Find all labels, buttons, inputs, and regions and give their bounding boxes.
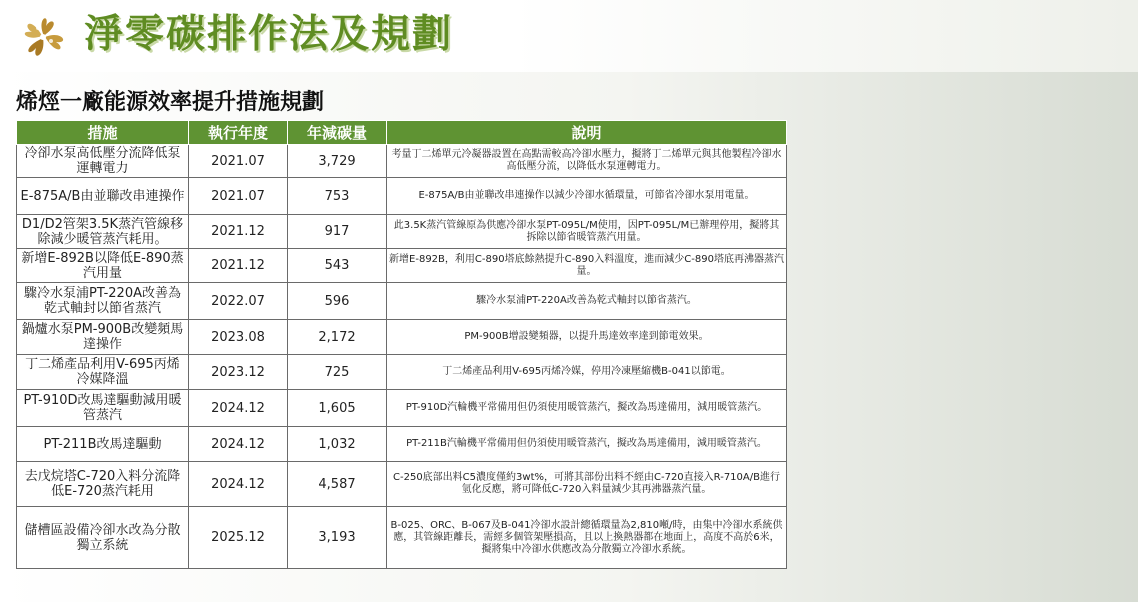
year-cell: 2022.07: [189, 283, 288, 320]
measure-cell: 驟冷水泵浦PT-220A改善為乾式軸封以節省蒸汽: [17, 283, 189, 320]
header-year: 執行年度: [189, 121, 288, 145]
reduction-cell: 3,729: [288, 145, 387, 178]
measure-cell: E-875A/B由並聯改串連操作: [17, 178, 189, 215]
header-reduction: 年減碳量: [288, 121, 387, 145]
description-cell: 新增E-892B，利用C-890塔底餘熱提升C-890入料溫度，進而減少C-890塔底再沸器蒸汽量。: [387, 249, 787, 283]
reduction-cell: 753: [288, 178, 387, 215]
year-cell: 2024.12: [189, 427, 288, 462]
description-cell: PM-900B增設變頻器，以提升馬達效率達到節電效果。: [387, 320, 787, 355]
year-cell: 2021.12: [189, 249, 288, 283]
table-row: [17, 507, 787, 569]
table-row: [17, 427, 787, 462]
header-measure: 措施: [17, 121, 189, 145]
year-cell: 2021.12: [189, 215, 288, 249]
year-cell: 2025.12: [189, 507, 288, 569]
description-cell: C-250底部出料C5濃度僅約3wt%，可將其部份出料不經由C-720直接入R-710A/B進行氫化反應，將可降低C-720入料量減少其再沸器蒸汽量。: [387, 462, 787, 507]
year-cell: 2023.08: [189, 320, 288, 355]
description-cell: 丁二烯產品利用V-695丙烯冷媒，停用冷凍壓縮機B-041以節電。: [387, 355, 787, 390]
table-row: [17, 462, 787, 507]
measure-cell: 新增E-892B以降低E-890蒸汽用量: [17, 249, 189, 283]
year-cell: 2023.12: [189, 355, 288, 390]
description-cell: PT-910D汽輪機平常備用但仍須使用暖管蒸汽，擬改為馬達備用，減用暖管蒸汽。: [387, 390, 787, 427]
measure-cell: PT-211B改馬達驅動: [17, 427, 189, 462]
reduction-cell: 4,587: [288, 462, 387, 507]
reduction-cell: 3,193: [288, 507, 387, 569]
measure-cell: 儲槽區設備冷卻水改為分散獨立系統: [17, 507, 189, 569]
reduction-cell: 1,032: [288, 427, 387, 462]
description-cell: 驟冷水泵浦PT-220A改善為乾式軸封以節省蒸汽。: [387, 283, 787, 320]
table-row: [17, 178, 787, 215]
measure-cell: 丁二烯產品利用V-695丙烯冷媒降溫: [17, 355, 189, 390]
energy-measures-table: [16, 120, 787, 569]
description-cell: 考量丁二烯單元冷凝器設置在高點需較高冷卻水壓力，擬將丁二烯單元與其他製程冷卻水高低壓分流，以降低水泵運轉電力。: [387, 145, 787, 178]
table-row: [17, 249, 787, 283]
section-subtitle: 烯烴一廠能源效率提升措施規劃: [16, 90, 325, 115]
description-cell: E-875A/B由並聯改串連操作以減少冷卻水循環量，可節省冷卻水泵用電量。: [387, 178, 787, 215]
table-row: [17, 355, 787, 390]
year-cell: 2021.07: [189, 145, 288, 178]
reduction-cell: 543: [288, 249, 387, 283]
description-cell: B-025、ORC、B-067及B-041冷卻水設計總循環量為2,810噸/時，由集中冷卻水系統供應，其管線距離長，需經多個管架壓損高，且以上換熱器都在地面上，高度不高於6米，擬將集中冷卻水供應改為分散獨立冷卻水系統。: [387, 507, 787, 569]
reduction-cell: 917: [288, 215, 387, 249]
year-cell: 2021.07: [189, 178, 288, 215]
year-cell: 2024.12: [189, 462, 288, 507]
measure-cell: 去戊烷塔C-720入料分流降低E-720蒸汽耗用: [17, 462, 189, 507]
clover-logo-icon: [16, 10, 72, 64]
description-cell: PT-211B汽輪機平常備用但仍須使用暖管蒸汽，擬改為馬達備用，減用暖管蒸汽。: [387, 427, 787, 462]
measure-cell: D1/D2管架3.5K蒸汽管線移除減少暖管蒸汽耗用。: [17, 215, 189, 249]
table-row: [17, 390, 787, 427]
table-row: [17, 145, 787, 178]
description-cell: 此3.5K蒸汽管線原為供應冷卻水泵PT-095L/M使用，因PT-095L/M已辦理停用，擬將其拆除以節省暖管蒸汽用量。: [387, 215, 787, 249]
reduction-cell: 725: [288, 355, 387, 390]
table-header-row: [17, 121, 787, 145]
reduction-cell: 1,605: [288, 390, 387, 427]
measure-cell: 鍋爐水泵PM-900B改變頻馬達操作: [17, 320, 189, 355]
measure-cell: 冷卻水泵高低壓分流降低泵運轉電力: [17, 145, 189, 178]
measure-cell: PT-910D改馬達驅動減用暖管蒸汽: [17, 390, 189, 427]
table-row: [17, 320, 787, 355]
page-title: 淨零碳排作法及規劃: [84, 12, 454, 57]
reduction-cell: 2,172: [288, 320, 387, 355]
header-description: 說明: [387, 121, 787, 145]
reduction-cell: 596: [288, 283, 387, 320]
year-cell: 2024.12: [189, 390, 288, 427]
table-row: [17, 215, 787, 249]
table-row: [17, 283, 787, 320]
